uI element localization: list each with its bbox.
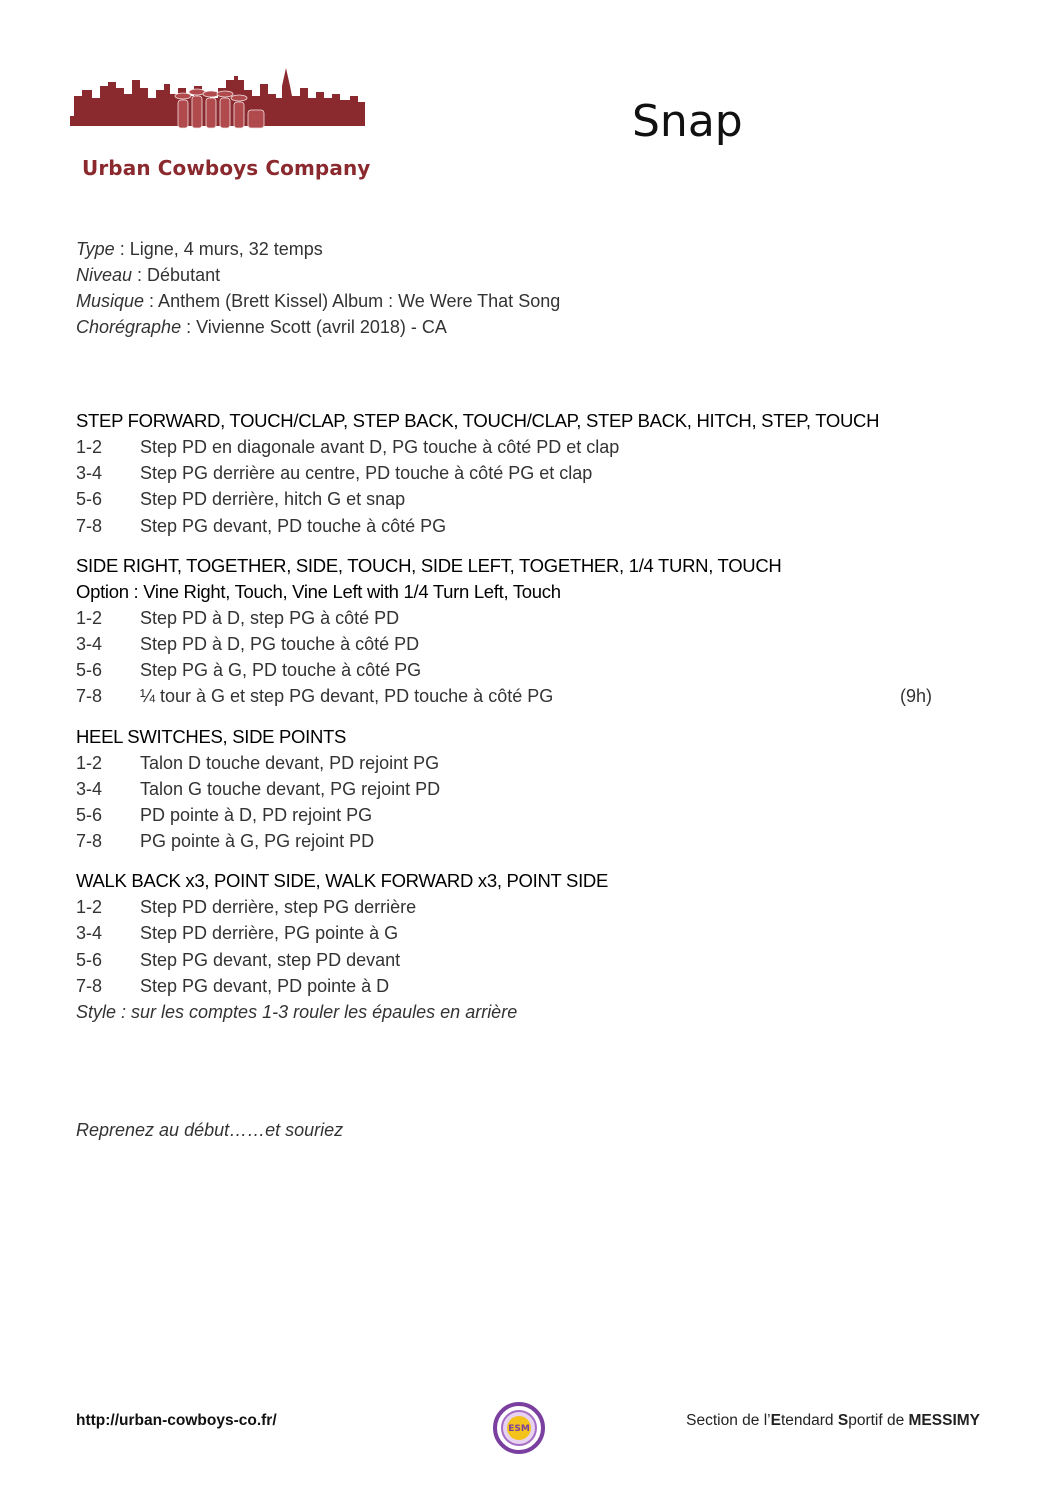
step-sections xyxy=(76,408,936,1039)
esm-badge-icon xyxy=(491,1400,547,1456)
step-row xyxy=(76,920,936,946)
step-count: 3-4 xyxy=(76,778,103,799)
step-count: 5-6 xyxy=(76,949,103,970)
step-row xyxy=(76,973,936,999)
step-count: 3-4 xyxy=(76,633,103,654)
info-level: Niveau : Débutant xyxy=(76,265,221,285)
step-text: Talon D touche devant, PD rejoint PG xyxy=(140,752,440,773)
dance-title: Snap xyxy=(632,96,743,147)
section-2 xyxy=(76,553,936,710)
step-row xyxy=(76,513,936,539)
step-row xyxy=(76,750,936,776)
step-count: 3-4 xyxy=(76,923,103,944)
esm-logo-text: ESM xyxy=(508,1424,530,1434)
step-row xyxy=(76,434,936,460)
step-row xyxy=(76,657,936,683)
ending-note: Reprenez au début……et souriez xyxy=(76,1120,344,1140)
step-text: Step PG derrière au centre, PD touche à côté PG et clap xyxy=(140,463,593,484)
step-count: 3-4 xyxy=(76,463,103,484)
step-text: Step PD à D, PG touche à côté PD xyxy=(140,633,420,654)
step-row xyxy=(76,631,936,657)
step-count: 7-8 xyxy=(76,831,103,852)
step-count: 1-2 xyxy=(76,752,103,773)
step-row xyxy=(76,776,936,802)
step-row xyxy=(76,486,936,512)
step-count: 1-2 xyxy=(76,897,103,918)
step-text: PD pointe à D, PD rejoint PG xyxy=(140,804,373,825)
section-heading: SIDE RIGHT, TOGETHER, SIDE, TOUCH, SIDE LEFT, TOGETHER, 1/4 TURN, TOUCH xyxy=(76,554,782,576)
step-text: ¼ tour à G et step PG devant, PD touche à côté PG xyxy=(140,686,554,707)
step-text: Step PG à G, PD touche à côté PG xyxy=(140,660,422,681)
step-row xyxy=(76,683,936,709)
step-row xyxy=(76,460,936,486)
step-text: Step PD à D, step PG à côté PD xyxy=(140,607,400,628)
dance-info xyxy=(76,236,560,340)
step-text: Step PD en diagonale avant D, PG touche à côté PD et clap xyxy=(140,437,620,457)
step-text: PG pointe à G, PG rejoint PD xyxy=(140,831,375,852)
section-heading: HEEL SWITCHES, SIDE POINTS xyxy=(76,725,347,747)
step-text: Step PD derrière, step PG derrière xyxy=(140,897,417,918)
step-text: Talon G touche devant, PG rejoint PD xyxy=(140,778,441,799)
esm-logo xyxy=(491,1400,547,1456)
step-count: 5-6 xyxy=(76,489,103,510)
step-count: 5-6 xyxy=(76,660,103,681)
step-count: 7-8 xyxy=(76,515,103,536)
step-text: Step PG devant, PD touche à côté PG xyxy=(140,515,447,536)
step-text: Step PD derrière, PG pointe à G xyxy=(140,923,399,944)
step-text: Step PG devant, step PD devant xyxy=(140,949,401,970)
step-count: 1-2 xyxy=(76,437,103,457)
step-count: 1-2 xyxy=(76,607,103,628)
skyline-cowboys-icon xyxy=(70,68,365,130)
company-name: Urban Cowboys Company xyxy=(82,156,371,180)
company-logo xyxy=(70,68,371,183)
step-count: 5-6 xyxy=(76,804,103,825)
info-music: Musique : Anthem (Brett Kissel) Album : We Were That Song xyxy=(76,291,561,311)
step-count: 7-8 xyxy=(76,975,103,996)
step-row xyxy=(76,894,936,920)
section-3 xyxy=(76,724,936,855)
section-heading: STEP FORWARD, TOUCH/CLAP, STEP BACK, TOUCH/CLAP, STEP BACK, HITCH, STEP, TOUCH xyxy=(76,410,880,431)
step-row xyxy=(76,828,936,854)
step-text: Step PD derrière, hitch G et snap xyxy=(140,489,406,510)
step-text: Step PG devant, PD pointe à D xyxy=(140,975,390,996)
info-type: Type : Ligne, 4 murs, 32 temps xyxy=(76,239,323,259)
step-row xyxy=(76,947,936,973)
step-row xyxy=(76,802,936,828)
step-orientation-note: (9h) xyxy=(899,686,932,707)
step-count: 7-8 xyxy=(76,686,103,707)
section-option: Option : Vine Right, Touch, Vine Left with 1/4 Turn Left, Touch xyxy=(76,580,561,602)
section-4 xyxy=(76,868,936,1025)
style-note: Style : sur les comptes 1-3 rouler les épaules en arrière xyxy=(76,1002,518,1022)
info-choreographer: Chorégraphe : Vivienne Scott (avril 2018) - CA xyxy=(76,317,447,337)
footer-url-link[interactable]: http://urban-cowboys-co.fr/ xyxy=(76,1412,277,1429)
section-1 xyxy=(76,408,936,539)
section-heading: WALK BACK x3, POINT SIDE, WALK FORWARD x3, POINT SIDE xyxy=(76,870,609,892)
footer-section-credit: Section de l’Etendard Sportif de MESSIMY xyxy=(686,1412,980,1429)
step-row xyxy=(76,605,936,631)
